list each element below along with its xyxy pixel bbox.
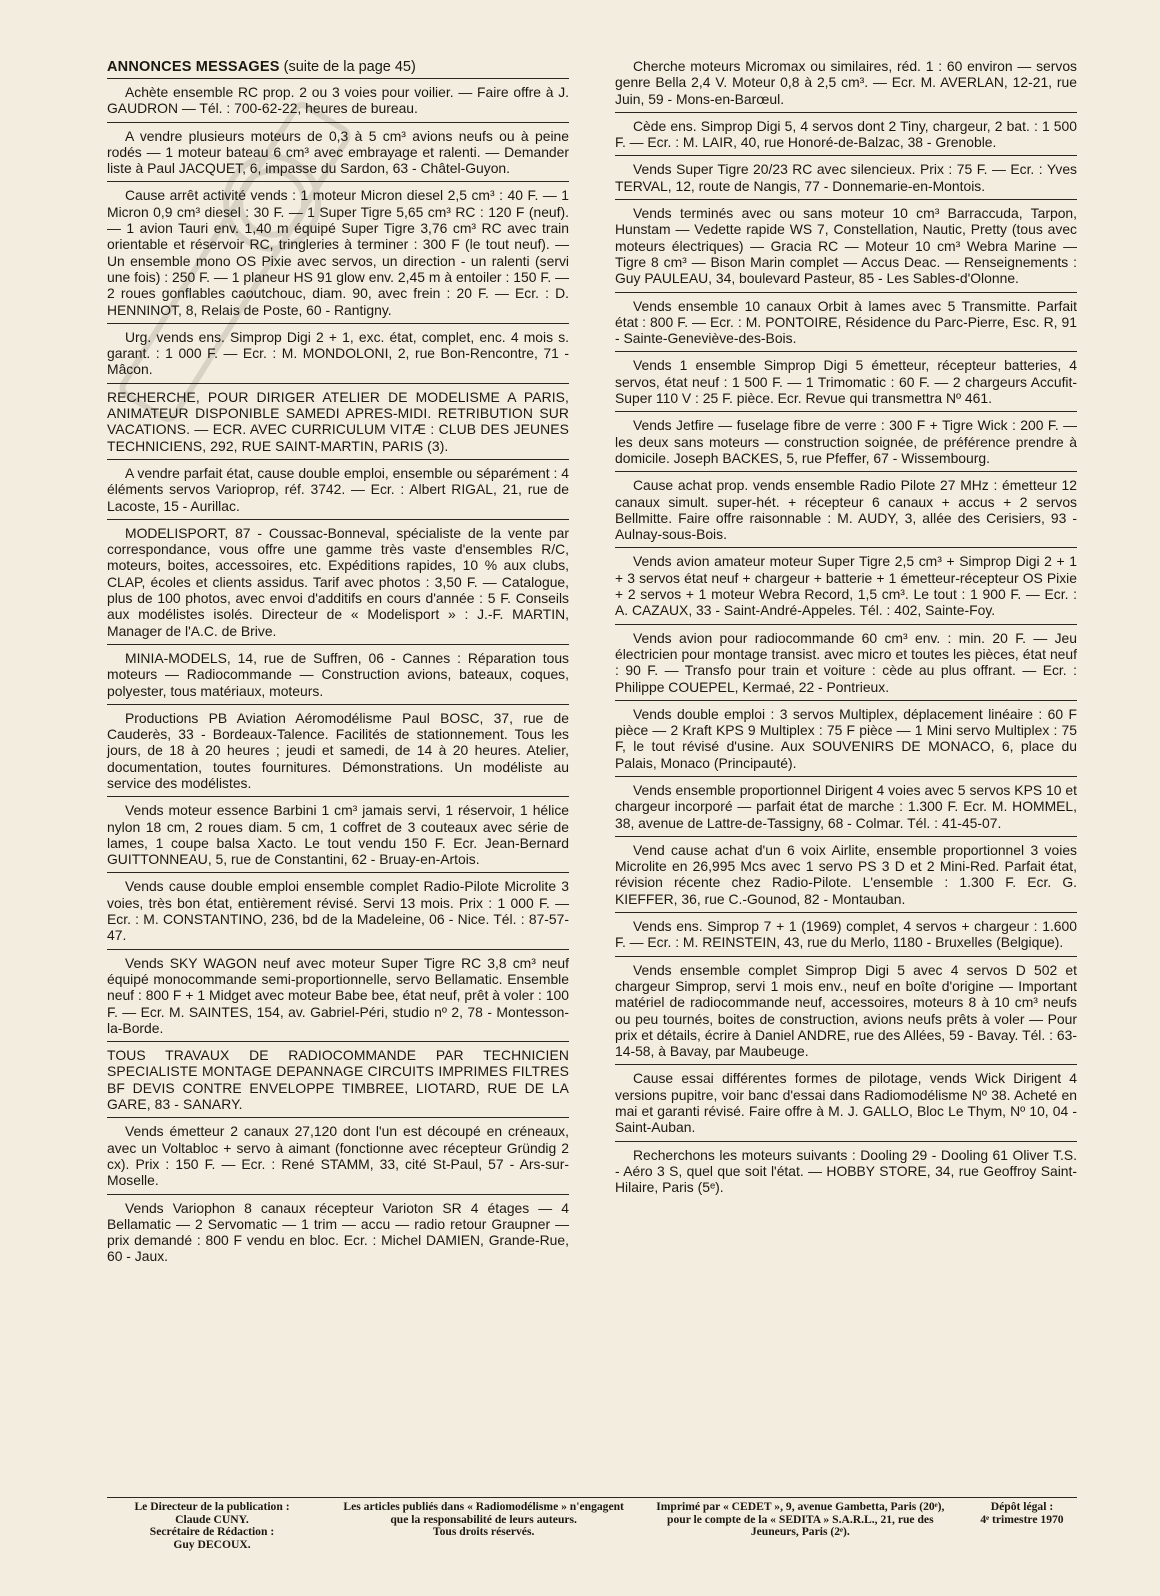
section-heading: [107, 58, 569, 76]
classified-ad: Cède ens. Simprop Digi 5, 4 servos dont 2 Tiny, chargeur, 2 bat. : 1 500 F. — Ecr. : M. LAIR, 40, rue Honoré-de-Balzac, 38 - Grenoble.: [615, 112, 1077, 156]
classified-ad: Vends avion pour radiocommande 60 cm³ env. : min. 20 F. — Jeu électricien pour montage transist. avec micro et toutes les pièces, état neuf : 90 F. — Transfo pour train et voiture : cède au plus offrant. — Ecr. : Philippe COUEPEL, Kermaé, 22 - Pontrieux.: [615, 624, 1077, 700]
classified-ad: Vends ensemble 10 canaux Orbit à lames avec 5 Transmitte. Parfait état : 800 F. — Ecr. : M. PONTOIRE, Résidence du Parc-Pierre, Esc. R, 91 - Sainte-Geneviève-des-Bois.: [615, 292, 1077, 352]
classified-ad: Vends terminés avec ou sans moteur 10 cm³ Barraccuda, Tarpon, Hunstam — Vedette rapide WS 7, Constellation, Nautic, Pretty (tous avec moteurs électriques) — Gracia RC — Moteur 10 cm³ Webra Marine — Tigre 8 cm³ — Bison Marin complet — Accus Deac. — Renseignements : Guy PAULEAU, 34, boulevard Pasteur, 85 - Les Sables-d'Olonne.: [615, 199, 1077, 291]
classified-ad: MINIA-MODELS, 14, rue de Suffren, 06 - Cannes : Réparation tous moteurs — Radiocommande — Construction avions, bateaux, coques, polyester, tous matériaux, moteurs.: [107, 644, 569, 704]
classified-ad: Vends double emploi : 3 servos Multiplex, déplacement linéaire : 60 F pièce — 2 Kraft KPS 9 Multiplex : 75 F pièce — 1 Mini servo Multiplex : 75 F, le tout révisé d'usine. Aux SOUVENIRS DE MONACO, 6, place du Palais, Monaco (Principauté).: [615, 700, 1077, 776]
classified-ad: Vends cause double emploi ensemble complet Radio-Pilote Microlite 3 voies, très bon état, entièrement révisé. Servi 13 mois. Prix : 1 000 F. — Ecr. : M. CONSTANTINO, 236, bd de la Madeleine, 06 - Nice. Tél. : 87-57-47.: [107, 872, 569, 948]
classified-ad: A vendre plusieurs moteurs de 0,3 à 5 cm³ avions neufs ou à peine rodés — 1 moteur bateau 6 cm³ avec embrayage et ralenti. — Demander liste à Paul JACQUET, 6, impasse du Sardon, 63 - Châtel-Guyon.: [107, 122, 569, 182]
section-continuation: (suite de la page 45): [283, 59, 416, 75]
responsibility-notice: Les articles publiés dans « Radiomodélisme » n'engagent que la responsabilité de leurs auteurs. Tous droits réservés.: [343, 1500, 624, 1539]
classified-ad: A vendre parfait état, cause double emploi, ensemble ou séparément : 4 éléments servos Varioprop, réf. 3742. — Ecr. : Albert RIGAL, 21, rue de Lacoste, 15 - Aurillac.: [107, 459, 569, 519]
classified-ad: Cause essai différentes formes de pilotage, vends Wick Dirigent 4 versions pupitre, voir banc d'essai dans Radiomodélisme Nº 38. Acheté en mai et garanti révisé. Faire offre à M. J. GALLO, Bloc Le Thym, Nº 10, 04 - Saint-Auban.: [615, 1064, 1077, 1140]
classified-ad: Vends Variophon 8 canaux récepteur Varioton SR 4 étages — 4 Bellamatic — 2 Servomatic — 1 trim — accu — radio retour Graupner — prix demandé : 800 F vendu en bloc. Ecr. : Michel DAMIEN, Grande-Rue, 60 - Jaux.: [107, 1194, 569, 1270]
classified-ad: Vends ensemble complet Simprop Digi 5 avec 4 servos D 502 et chargeur Simprop, servi 1 mois env., neuf en boîte d'origine — Important matériel de radiocommande neuf, accessoires, moteurs 8 à 10 cm³ neufs ou peu tournés, boites de construction, avions neufs prêts à voler — Pour prix et détails, écrire à Daniel ANDRE, rue des Allées, 59 - Bavay. Tél. : 63-14-58, à Bavay, par Maubeuge.: [615, 956, 1077, 1065]
right-ads-list: [615, 58, 1077, 1201]
classified-ad: Cause arrêt activité vends : 1 moteur Micron diesel 2,5 cm³ : 40 F. — 1 Micron 0,9 cm³ diesel : 30 F. — 1 Super Tigre 5,65 cm³ RC : 120 F (neuf). — 1 avion Tauri env. 1,40 m équipé Super Tigre 3,76 cm³ RC avec train orientable et réservoir RC, tringleries à terminer : 300 F (le tout neuf). — Un ensemble mono OS Pixie avec servos, un direction - un ralenti (servi une fois) : 250 F. — 1 planeur HS 91 glow env. 2,45 m à entoiler : 150 F. — 2 roues gonflables caoutchouc, diam. 90, avec frein : 20 F. — Ecr. : D. HENNINOT, 8, Relais de Poste, 60 - Rantigny.: [107, 181, 569, 322]
classified-ad: Achète ensemble RC prop. 2 ou 3 voies pour voilier. — Faire offre à J. GAUDRON — Tél. : 700-62-22, heures de bureau.: [107, 78, 569, 122]
classified-ad: Productions PB Aviation Aéromodélisme Paul BOSC, 37, rue de Cauderès, 33 - Bordeaux-Talence. Facilités de stationnement. Tous les jours, de 18 à 20 heures ; jeudi et samedi, de 14 à 20 heures. Atelier, documentation, toutes fournitures. Démonstrations. Un modéliste au service des modélistes.: [107, 704, 569, 796]
printer-notice: Imprimé par « CEDET », 9, avenue Gambetta, Paris (20ᵉ), pour le compte de la « SEDITA » S.A.R.L., 21, rue des Jeuneurs, Paris (2ᵉ).: [656, 1500, 945, 1539]
classified-ad: TOUS TRAVAUX DE RADIOCOMMANDE PAR TECHNICIEN SPECIALISTE MONTAGE DEPANNAGE CIRCUITS IMPRIMES FILTRES BF DEVIS CONTRE ENVELOPPE TIMBREE, LIOTARD, RUE DE LA GARE, 83 - SANARY.: [107, 1041, 569, 1117]
classified-ad: MODELISPORT, 87 - Coussac-Bonneval, spécialiste de la vente par correspondance, vous offre une gamme très vaste d'ensembles R/C, moteurs, boites, accessoires, etc. Expéditions rapides, 10 % aux clubs, CLAP, écoles et clients assidus. Tarif avec photos : 3,50 F. — Catalogue, plus de 100 photos, avec envoi d'additifs en cours d'année : 5 F. Conseils aux modélistes isolés. Directeur de « Modelisport » : J.-F. MARTIN, Manager de l'A.C. de Brive.: [107, 519, 569, 644]
classified-ad: Vends Jetfire — fuselage fibre de verre : 300 F + Tigre Wick : 200 F. — les deux sans moteurs — construction soignée, de préférence prendre à domicile. Joseph BACKES, 5, rue Pfeffer, 67 - Wissembourg.: [615, 411, 1077, 471]
right-column: [615, 58, 1077, 1201]
classified-ad: Vends moteur essence Barbini 1 cm³ jamais servi, 1 réservoir, 1 hélice nylon 18 cm, 2 roues diam. 5 cm, 1 coffret de 3 couteaux avec série de lames, 1 coupe balsa Xacto. Le tout vendu 150 F. Ecr. Jean-Bernard GUITTONNEAU, 5, rue de Constantini, 62 - Bruay-en-Artois.: [107, 796, 569, 872]
classified-ad: Vends SKY WAGON neuf avec moteur Super Tigre RC 3,8 cm³ neuf équipé monocommande semi-proportionnelle, servo Bellamatic. Ensemble neuf : 800 F + 1 Midget avec moteur Babe bee, état neuf, prêt à voler : 100 F. — Ecr. M. SAINTES, 154, av. Gabriel-Péri, studio nº 2, 78 - Montesson-la-Borde.: [107, 949, 569, 1041]
classified-ad: Vends avion amateur moteur Super Tigre 2,5 cm³ + Simprop Digi 2 + 1 + 3 servos état neuf + chargeur + batterie + 1 émetteur-récepteur OS Pixie + 2 servos + 1 moteur Webra Record, 1,5 cm³. Le tout : 1 900 F. — Ecr. : A. CAZAUX, 33 - Saint-André-Appeles. Tél. : 402, Sainte-Foy.: [615, 547, 1077, 623]
left-ads-list: [107, 78, 569, 1270]
colophon: [107, 1497, 1077, 1551]
classified-ad: Recherchons les moteurs suivants : Dooling 29 - Dooling 61 Oliver T.S. - Aéro 3 S, quel que soit l'état. — HOBBY STORE, 34, rue Geoffroy Saint-Hilaire, Paris (5ᵉ).: [615, 1141, 1077, 1201]
classified-ad: Vend cause achat d'un 6 voix Airlite, ensemble proportionnel 3 voies Microlite en 26,995 Mcs avec 1 servo PS 3 D et 2 Mini-Red. Parfait état, révision récente chez Radio-Pilote. L'ensemble : 1.300 F. Ecr. G. KIEFFER, 36, rue C.-Gounod, 82 - Montauban.: [615, 836, 1077, 912]
publication-director: Le Directeur de la publication : Claude CUNY. Secrétaire de Rédaction : Guy DECOUX.: [134, 1500, 290, 1551]
classified-ad: Vends 1 ensemble Simprop Digi 5 émetteur, récepteur batteries, 4 servos, état neuf : 1 500 F. — 1 Trimomatic : 60 F. — 2 chargeurs Accufit-Super 110 V : 25 F. pièce. Ecr. Revue qui transmettra Nº 461.: [615, 351, 1077, 411]
left-column: [107, 58, 569, 1270]
classified-ad: Vends émetteur 2 canaux 27,120 dont l'un est découpé en créneaux, avec un Voltabloc + servo à aimant (fonctionne avec récepteur Gründig 2 cx). Prix : 150 F. — Ecr. : René STAMM, 33, cité St-Paul, 57 - Ars-sur-Moselle.: [107, 1117, 569, 1193]
classified-ad: Cause achat prop. vends ensemble Radio Pilote 27 MHz : émetteur 12 canaux simult. super-hét. + récepteur 6 canaux + accus + 2 servos Bellmitte. Faire offre raisonnable : M. AUDY, 3, allée des Cerisiers, 93 - Aulnay-sous-Bois.: [615, 471, 1077, 547]
classified-ad: Vends ensemble proportionnel Dirigent 4 voies avec 5 servos KPS 10 et chargeur incorporé — parfait état de marche : 1.300 F. Ecr. M. HOMMEL, 38, avenue de Lattre-de-Tassigny, 68 - Colmar. Tél. : 41-45-07.: [615, 776, 1077, 836]
section-title: ANNONCES MESSAGES: [107, 59, 280, 75]
legal-deposit: Dépôt légal : 4ᵉ trimestre 1970: [980, 1500, 1064, 1526]
classified-ad: RECHERCHE, POUR DIRIGER ATELIER DE MODELISME A PARIS, ANIMATEUR DISPONIBLE SAMEDI APRES-MIDI. RETRIBUTION SUR VACATIONS. — ECR. AVEC CURRICULUM VITÆ : CLUB DES JEUNES TECHNICIENS, 292, RUE SAINT-MARTIN, PARIS (3).: [107, 383, 569, 459]
classified-ad: Urg. vends ens. Simprop Digi 2 + 1, exc. état, complet, enc. 4 mois s. garant. : 1 000 F. — Ecr. : M. MONDOLONI, 2, rue Bon-Rencontre, 71 - Mâcon.: [107, 323, 569, 383]
classified-ad: Vends ens. Simprop 7 + 1 (1969) complet, 4 servos + chargeur : 1.600 F. — Ecr. : M. REINSTEIN, 43, rue du Merlo, 1180 - Bruxelles (Belgique).: [615, 912, 1077, 956]
classified-ad: Vends Super Tigre 20/23 RC avec silencieux. Prix : 75 F. — Ecr. : Yves TERVAL, 12, route de Nangis, 77 - Donnemarie-en-Montois.: [615, 155, 1077, 199]
classified-ad: Cherche moteurs Micromax ou similaires, réd. 1 : 60 environ — servos genre Bella 2,4 V. Moteur 0,8 à 2,5 cm³. — Ecr. M. AVERLAN, 12-21, rue Juin, 59 - Mons-en-Barœul.: [615, 58, 1077, 107]
